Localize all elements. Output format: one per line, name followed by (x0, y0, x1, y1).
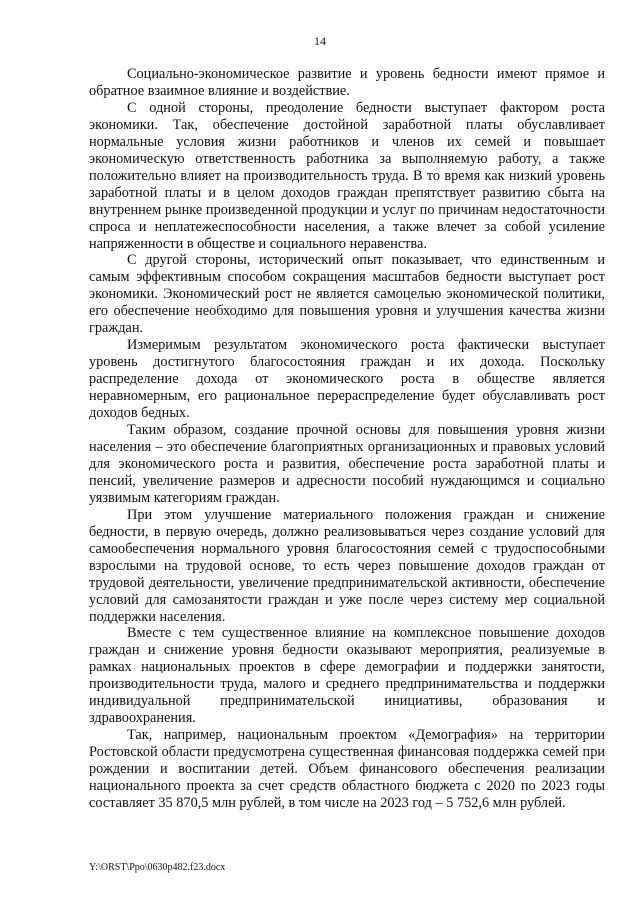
page-number: 14 (314, 34, 326, 48)
paragraph-2: С одной стороны, преодоление бедности выступает фактором роста экономики. Так, обеспечение достойной заработной платы обуславливает нормальные условия жизни работников и членов их семей и повышает экономическую ответственность работника за выполняемую работу, а также положительно влияет на производительность труда. В то время как низкий уровень заработной платы и в целом доходов граждан препятствует развитию сбыта на внутреннем рынке произведенной продукции и услуг по причинам недостаточности спроса и неплатежеспособности населения, а также влечет за собой усиление напряженности в обществе и социального неравенства. (89, 99, 605, 252)
paragraph-3: С другой стороны, исторический опыт показывает, что единственным и самым эффективным способом сокращения масштабов бедности выступает рост экономики. Экономический рост не является самоцелью экономической политики, его обеспечение необходимо для повышения уровня и улучшения качества жизни граждан. (89, 252, 605, 337)
paragraph-1: Социально-экономическое развитие и уровень бедности имеют прямое и обратное взаимное влияние и воздействие. (89, 66, 605, 99)
footer-file-path: Y:\ORST\Ppo\0630p482.f23.docx (89, 862, 226, 873)
paragraph-5: Таким образом, создание прочной основы для повышения уровня жизни населения – это обеспечение благоприятных организационных и правовых условий для экономического роста и развития, обеспечение роста заработной платы и пенсий, увеличение размеров и адресности пособий нуждающимся и социально уязвимым категориям граждан. (89, 422, 605, 506)
paragraph-8: Так, например, национальным проектом «Демография» на территории Ростовской области предусмотрена существенная финансовая поддержка семей при рождении и воспитании детей. Объем финансового обеспечения реализации национального проекта за счет средств областного бюджета с 2020 по 2023 годы составляет 35 870,5 млн рублей, в том числе на 2023 год – 5 752,6 млн рублей. (89, 727, 605, 811)
paragraph-7: Вместе с тем существенное влияние на комплексное повышение доходов граждан и снижение уровня бедности оказывают мероприятия, реализуемые в рамках национальных проектов в сфере демографии и поддержки занятости, производительности труда, малого и среднего предпринимательства и поддержки индивидуальной предпринимательской инициативы, образования и здравоохранения. (89, 625, 605, 727)
paragraph-4: Измеримым результатом экономического роста фактически выступает уровень достигнутого благосостояния граждан и их дохода. Поскольку распределение дохода от экономического роста в обществе является неравномерным, его рациональное перераспределение будет обуславливать рост доходов бедных. (89, 337, 605, 422)
body-text (89, 66, 605, 812)
paragraph-6: При этом улучшение материального положения граждан и снижение бедности, в первую очередь, должно реализовываться через создание условий для самообеспечения нормального уровня благосостояния семей с трудоспособными взрослыми на трудовой основе, то есть через повышение доходов граждан от трудовой деятельности, увеличение предпринимательской активности, обеспечение условий для самозанятости граждан и уже после через систему мер социальной поддержки населения. (89, 506, 605, 625)
